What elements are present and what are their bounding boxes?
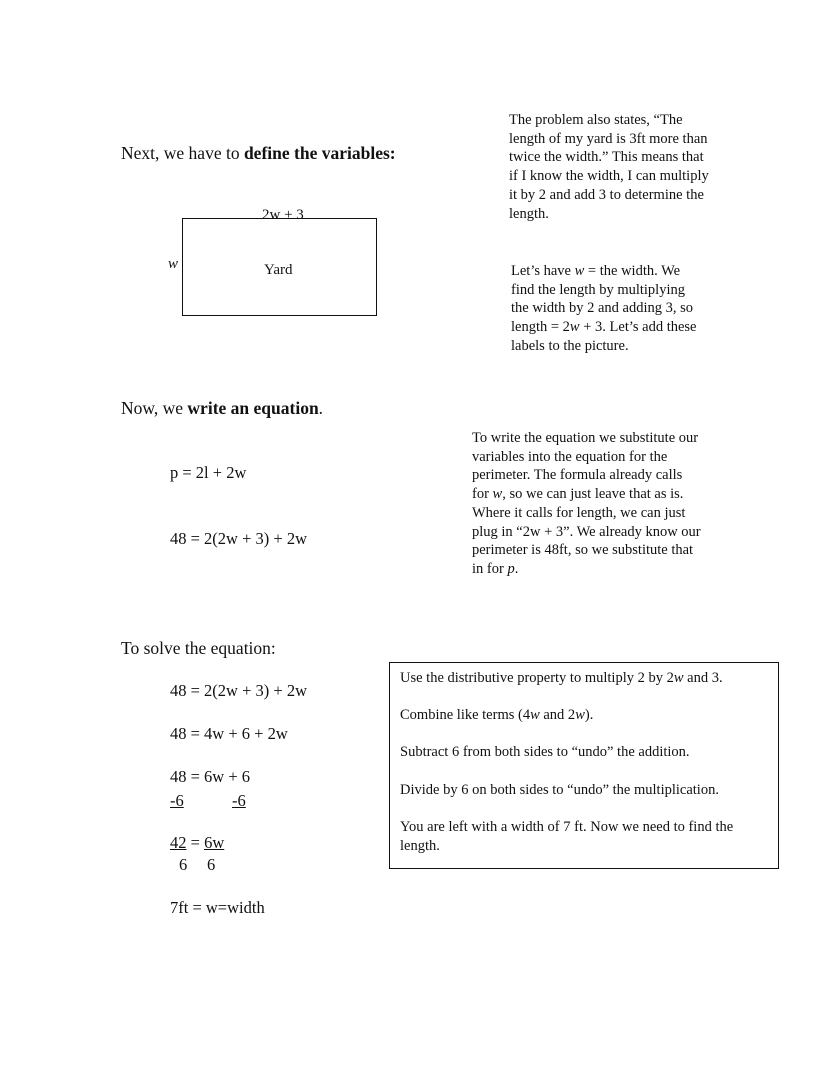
note-let-var2: w (569, 319, 580, 336)
define-variables-heading (121, 142, 396, 164)
equals-sign: = (186, 833, 205, 852)
note-let-text-a: Let’s have (511, 263, 575, 279)
exp1-var: w (673, 670, 684, 686)
note-let-text-c: + 3. Let’s add these labels to the picture. (511, 319, 697, 354)
note-let-width (511, 262, 701, 356)
exp1-text-a: Use the distributive property to multiply 2 by 2 (400, 670, 674, 686)
fraction-left-denominator: 6 (179, 855, 188, 874)
heading-text: Next, we have to (121, 143, 244, 163)
fraction-right-numerator: 6w (204, 833, 225, 852)
explanation-step-5: You are left with a width of 7 ft. Now we need to find the length. (400, 819, 734, 854)
exp2-var: w (530, 707, 540, 723)
diagram-yard-label: Yard (264, 262, 293, 278)
write-equation-heading (121, 397, 323, 419)
note-sub-var2: p (507, 560, 515, 577)
note-sub-text-a: To write the equation we substitute our variables into the equation for the perimeter. The formula already calls for (472, 430, 699, 503)
exp2-text-c: ). (584, 707, 594, 723)
note-let-var: w (574, 263, 585, 279)
solve-step-5: 7ft = w=width (170, 898, 265, 917)
exp2-text-b: and 2 (539, 707, 576, 723)
heading-text: Now, we (121, 398, 188, 418)
exp1-text-b: and 3. (683, 670, 723, 686)
note-length-definition: The problem also states, “The length of my yard is 3ft more than twice the width.” This means that if I know the width, I can multiply it by 2 and add 3 to determine the length. (509, 112, 709, 222)
exp2-var2: w (575, 707, 585, 723)
fraction-right-denominator: 6 (207, 855, 216, 874)
solve-step-3-subtract-right: -6 (232, 791, 246, 810)
solve-step-3: 48 = 6w + 6 (170, 767, 251, 786)
explanation-step-2 (400, 706, 772, 725)
solve-step-4 (170, 833, 224, 853)
substituted-equation: 48 = 2(2w + 3) + 2w (170, 529, 307, 548)
perimeter-formula: p = 2l + 2w (170, 463, 247, 482)
explanation-step-4: Divide by 6 on both sides to “undo” the multiplication. (400, 782, 719, 798)
diagram-length-label: 2w + 3 (262, 207, 304, 223)
note-substitute (472, 429, 702, 579)
heading-bold-text: define the variables: (243, 143, 396, 163)
solve-heading: To solve the equation: (121, 638, 276, 658)
solve-step-1: 48 = 2(2w + 3) + 2w (170, 681, 307, 700)
explanation-box (389, 662, 779, 869)
heading-suffix: . (318, 398, 324, 418)
explanation-step-1 (400, 669, 772, 688)
fraction-left-numerator: 42 (170, 833, 187, 852)
solve-step-2: 48 = 4w + 6 + 2w (170, 724, 288, 743)
note-sub-var: w (492, 486, 503, 503)
heading-bold-text: write an equation (187, 398, 319, 418)
explanation-step-3: Subtract 6 from both sides to “undo” the addition. (400, 744, 690, 760)
note-sub-text-b: , so we can just leave that as is. Where it calls for length, we can just plug in “2w + 3”. We already know our perimeter is 48ft, so we substitute that in for (472, 486, 701, 577)
solve-step-3-subtract-left: -6 (170, 791, 184, 810)
diagram-width-label: w (168, 256, 179, 272)
exp2-text-a: Combine like terms (4 (400, 707, 531, 723)
note-let-text-b: = the width. We find the length by multiplying the width by 2 and adding 3, so length = 2 (511, 263, 694, 336)
note-sub-text-c: . (514, 560, 519, 577)
